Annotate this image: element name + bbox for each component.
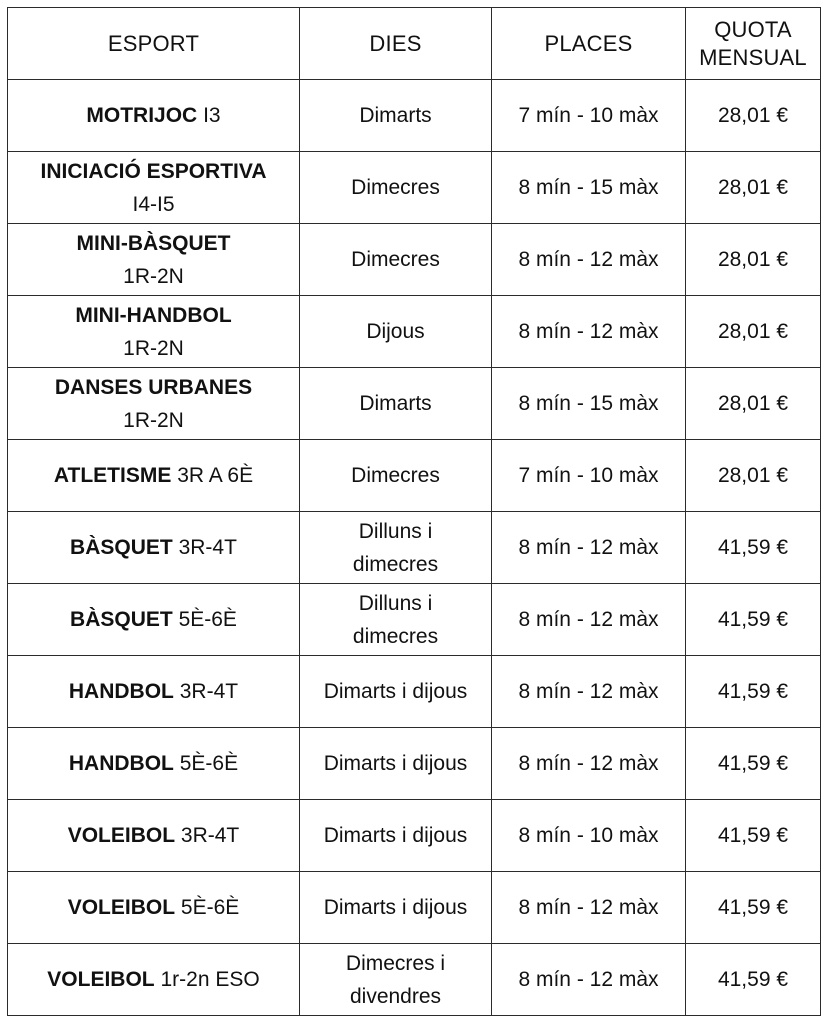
sport-level: 5È-6È: [180, 896, 240, 919]
sport-cell: [8, 728, 300, 800]
places-cell: 8 mín - 12 màx: [492, 224, 686, 296]
days-line-1: Dimarts: [359, 104, 432, 127]
days-line-1: Dimecres: [351, 248, 440, 271]
table-row: [8, 440, 821, 512]
table-row: [8, 512, 821, 584]
days-line-1: Dimarts: [359, 392, 432, 415]
sport-name: VOLEIBOL: [47, 968, 155, 991]
sport-name: VOLEIBOL: [67, 824, 176, 847]
days-cell: [300, 944, 492, 1016]
monthly-fee-cell: 41,59 €: [686, 800, 821, 872]
sport-name: INICIACIÓ ESPORTIVA: [40, 159, 267, 183]
sport-level: 1R-2N: [123, 336, 184, 360]
days-cell: [300, 584, 492, 656]
days-cell: [300, 800, 492, 872]
monthly-fee-cell: 28,01 €: [686, 368, 821, 440]
days-line-2: divendres: [349, 984, 442, 1008]
monthly-fee-cell: 28,01 €: [686, 80, 821, 152]
days-cell: [300, 368, 492, 440]
monthly-fee-cell: 28,01 €: [686, 440, 821, 512]
monthly-fee-cell: 41,59 €: [686, 872, 821, 944]
places-cell: 8 mín - 15 màx: [492, 152, 686, 224]
days-cell: [300, 152, 492, 224]
header-monthly-fee: [686, 8, 821, 80]
header-row: [8, 8, 821, 80]
monthly-fee-cell: 41,59 €: [686, 584, 821, 656]
places-cell: 8 mín - 12 màx: [492, 944, 686, 1016]
sport-level: 3R-4T: [178, 536, 237, 559]
table-row: [8, 656, 821, 728]
days-line-1: Dijous: [366, 320, 425, 343]
days-cell: [300, 296, 492, 368]
sport-cell: [8, 512, 300, 584]
sport-name: BÀSQUET: [70, 608, 173, 631]
sport-name: VOLEIBOL: [67, 896, 176, 919]
days-line-1: Dimarts i dijous: [323, 896, 468, 919]
sport-name: HANDBOL: [68, 752, 174, 775]
sport-name: HANDBOL: [68, 680, 174, 703]
days-cell: [300, 80, 492, 152]
table-row: [8, 584, 821, 656]
sport-level: 1R-2N: [123, 264, 184, 288]
places-cell: 8 mín - 12 màx: [492, 656, 686, 728]
sport-level: 5È-6È: [179, 752, 239, 775]
sport-level: 3R A 6È: [177, 464, 254, 487]
sport-cell: [8, 944, 300, 1016]
places-cell: 8 mín - 12 màx: [492, 872, 686, 944]
places-cell: 8 mín - 10 màx: [492, 800, 686, 872]
sport-cell: [8, 872, 300, 944]
days-line-1: Dilluns i: [358, 519, 433, 543]
days-cell: [300, 224, 492, 296]
sports-schedule-table: [7, 7, 821, 1016]
monthly-fee-cell: 41,59 €: [686, 944, 821, 1016]
table-body: [8, 80, 821, 1016]
monthly-fee-cell: 41,59 €: [686, 656, 821, 728]
days-line-1: Dimecres: [351, 464, 440, 487]
monthly-fee-cell: 28,01 €: [686, 224, 821, 296]
days-line-1: Dimecres i: [345, 951, 446, 975]
sport-level: 1r-2n ESO: [160, 968, 260, 991]
sport-level: 5È-6È: [178, 608, 237, 631]
sport-cell: [8, 440, 300, 512]
days-cell: [300, 440, 492, 512]
places-cell: 7 mín - 10 màx: [492, 440, 686, 512]
table-header: [8, 8, 821, 80]
header-sport: ESPORT: [8, 8, 300, 80]
sport-name: MINI-BÀSQUET: [76, 231, 231, 255]
sport-name: MOTRIJOC: [86, 104, 198, 127]
monthly-fee-cell: 28,01 €: [686, 152, 821, 224]
sport-name: BÀSQUET: [70, 536, 173, 559]
sport-cell: [8, 584, 300, 656]
sport-level: I3: [203, 104, 221, 127]
header-fee-line-1: QUOTA: [714, 16, 792, 42]
places-cell: 7 mín - 10 màx: [492, 80, 686, 152]
sport-level: 3R-4T: [180, 824, 240, 847]
days-line-1: Dilluns i: [358, 591, 433, 615]
header-fee-line-2: MENSUAL: [699, 44, 807, 70]
places-cell: 8 mín - 12 màx: [492, 296, 686, 368]
table-row: [8, 152, 821, 224]
sport-cell: [8, 800, 300, 872]
sport-cell: [8, 152, 300, 224]
monthly-fee-cell: 41,59 €: [686, 728, 821, 800]
sport-cell: [8, 80, 300, 152]
header-places: PLACES: [492, 8, 686, 80]
table-row: [8, 800, 821, 872]
header-days: DIES: [300, 8, 492, 80]
table-row: [8, 872, 821, 944]
sport-level: I4-I5: [132, 192, 175, 216]
days-line-2: dimecres: [352, 624, 439, 648]
monthly-fee-cell: 28,01 €: [686, 296, 821, 368]
days-line-1: Dimecres: [351, 176, 440, 199]
sport-cell: [8, 296, 300, 368]
table-row: [8, 368, 821, 440]
sport-cell: [8, 368, 300, 440]
monthly-fee-cell: 41,59 €: [686, 512, 821, 584]
table-row: [8, 296, 821, 368]
table-row: [8, 944, 821, 1016]
places-cell: 8 mín - 12 màx: [492, 512, 686, 584]
days-cell: [300, 512, 492, 584]
days-line-1: Dimarts i dijous: [323, 752, 468, 775]
places-cell: 8 mín - 15 màx: [492, 368, 686, 440]
places-cell: 8 mín - 12 màx: [492, 584, 686, 656]
days-line-1: Dimarts i dijous: [323, 680, 468, 703]
sport-cell: [8, 656, 300, 728]
days-line-2: dimecres: [352, 552, 439, 576]
days-cell: [300, 728, 492, 800]
sport-name: ATLETISME: [53, 464, 172, 487]
sport-level: 1R-2N: [123, 408, 184, 432]
places-cell: 8 mín - 12 màx: [492, 728, 686, 800]
days-cell: [300, 656, 492, 728]
sport-name: DANSES URBANES: [54, 375, 253, 399]
days-line-1: Dimarts i dijous: [323, 824, 468, 847]
sport-cell: [8, 224, 300, 296]
days-cell: [300, 872, 492, 944]
table-row: [8, 728, 821, 800]
sport-name: MINI-HANDBOL: [75, 303, 232, 327]
table-row: [8, 80, 821, 152]
sport-level: 3R-4T: [179, 680, 239, 703]
table-row: [8, 224, 821, 296]
